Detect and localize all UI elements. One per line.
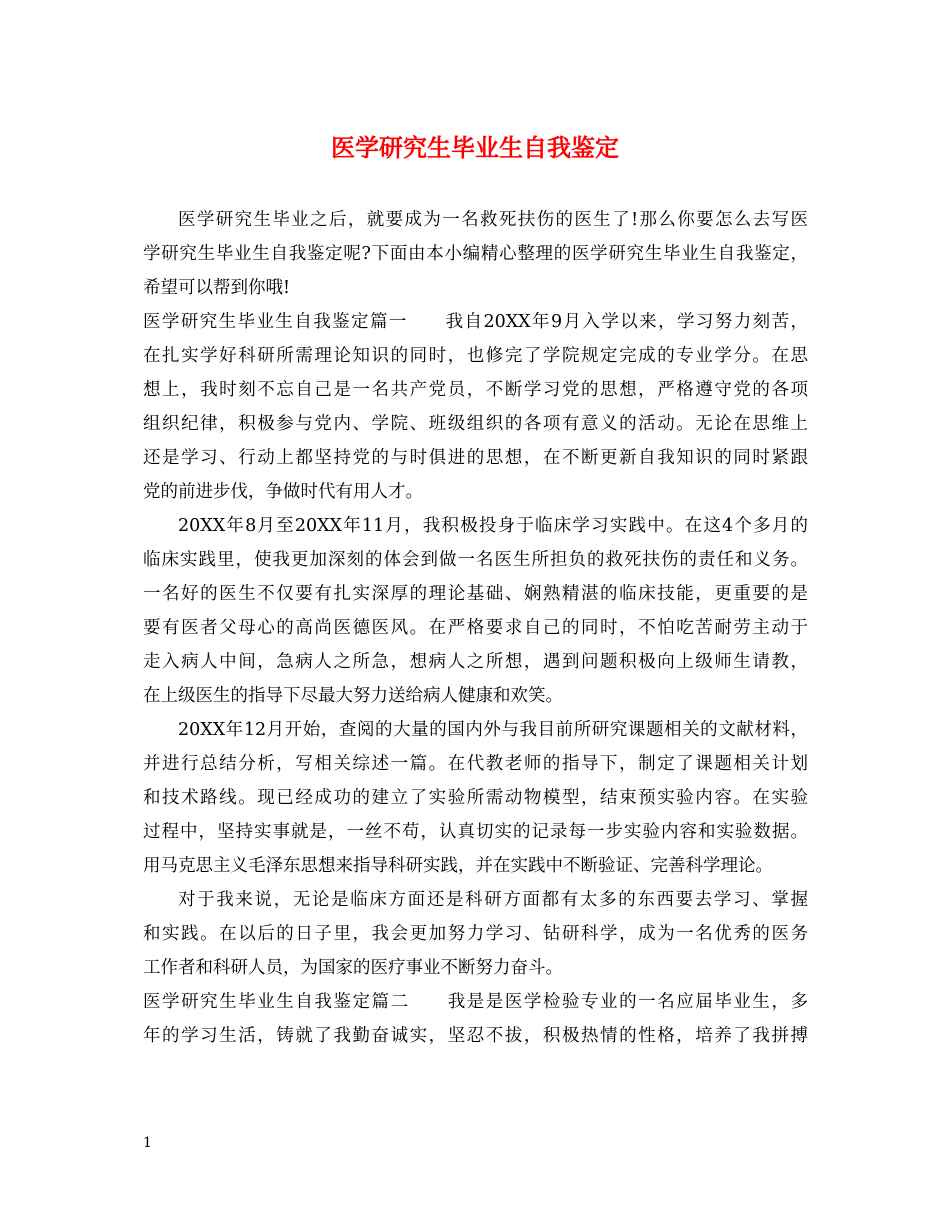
section-heading-line: 医学研究生毕业生自我鉴定篇一 我自20XX年9月入学以来，学习努力刻苦， (143, 312, 808, 332)
text-line: 想上，我时刻不忘自己是一名共产党员，不断学习党的思想，严格遵守党的各项 (143, 380, 808, 400)
section-heading-line: 医学研究生毕业生自我鉴定篇二 我是是医学检验专业的一名应届毕业生，多 (143, 992, 808, 1012)
text-line: 要有医者父母心的高尚医德医风。在严格要求自己的同时，不怕吃苦耐劳主动于 (143, 618, 808, 638)
page-number: 1 (143, 1135, 152, 1151)
text-line: 和实践。在以后的日子里，我会更加努力学习、钻研科学，成为一名优秀的医务 (143, 924, 808, 944)
text-line: 和技术路线。现已经成功的建立了实验所需动物模型，结束预实验内容。在实验 (143, 788, 808, 808)
text-line: 组织纪律，积极参与党内、学院、班级组织的各项有意义的活动。无论在思维上 (143, 414, 808, 434)
text-line: 年的学习生活，铸就了我勤奋诚实，坚忍不拔，积极热情的性格，培养了我拼搏 (143, 1026, 808, 1046)
text-line: 在扎实学好科研所需理论知识的同时，也修完了学院规定完成的专业学分。在思 (143, 346, 808, 366)
text-line: 医学研究生毕业之后，就要成为一名救死扶伤的医生了!那么你要怎么去写医 (178, 210, 808, 230)
document-title: 医学研究生毕业生自我鉴定 (331, 133, 619, 162)
text-line: 还是学习、行动上都坚持党的与时俱进的思想，在不断更新自我知识的同时紧跟 (143, 448, 808, 468)
document-body (143, 203, 808, 1053)
text-line: 20XX年8月至20XX年11月，我积极投身于临床学习实践中。在这4个多月的 (178, 516, 808, 536)
text-line: 20XX年12月开始，查阅的大量的国内外与我目前所研究课题相关的文献材料， (178, 720, 808, 740)
text-line: 用马克思主义毛泽东思想来指导科研实践，并在实践中不断验证、完善科学理论。 (143, 856, 773, 876)
text-line: 过程中，坚持实事就是，一丝不苟，认真切实的记录每一步实验内容和实验数据。 (143, 822, 808, 842)
text-line: 对于我来说，无论是临床方面还是科研方面都有太多的东西要去学习、掌握 (178, 890, 808, 910)
text-line: 一名好的医生不仅要有扎实深厚的理论基础、娴熟精湛的临床技能，更重要的是 (143, 584, 808, 604)
text-line: 党的前进步伐，争做时代有用人才。 (143, 482, 423, 502)
text-line: 在上级医生的指导下尽最大努力送给病人健康和欢笑。 (143, 686, 563, 706)
text-line: 学研究生毕业生自我鉴定呢?下面由本小编精心整理的医学研究生毕业生自我鉴定， (143, 244, 808, 264)
text-line: 临床实践里，使我更加深刻的体会到做一名医生所担负的救死扶伤的责任和义务。 (143, 550, 808, 570)
text-line: 走入病人中间，急病人之所急，想病人之所想，遇到问题积极向上级师生请教， (143, 652, 808, 672)
text-line: 工作者和科研人员，为国家的医疗事业不断努力奋斗。 (143, 958, 563, 978)
text-line: 并进行总结分析，写相关综述一篇。在代教老师的指导下，制定了课题相关计划 (143, 754, 808, 774)
text-line: 希望可以帮到你哦! (143, 278, 291, 298)
